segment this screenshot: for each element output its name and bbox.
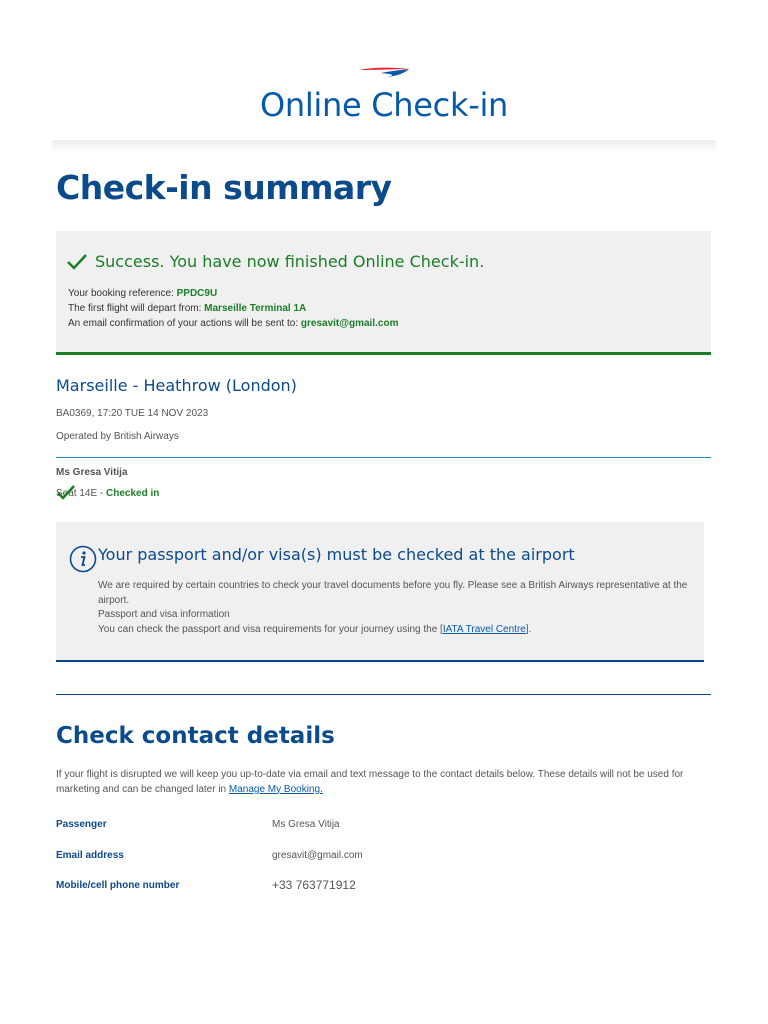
depart-label: The first flight will depart from: xyxy=(68,303,202,314)
passport-line-1: We are required by certain countries to check your travel documents before you fly. Please see a British Airways representative at the airport. xyxy=(98,580,688,606)
passenger-label: Passenger xyxy=(56,819,107,830)
header-shadow xyxy=(52,140,716,152)
manage-my-booking-link[interactable]: Manage My Booking. xyxy=(228,783,323,795)
booking-ref-label: Your booking reference: xyxy=(68,288,174,299)
checked-in-status: Checked in xyxy=(106,488,160,499)
phone-label: Mobile/cell phone number xyxy=(56,880,180,891)
contact-description xyxy=(56,768,716,797)
seat-label: Seat 14E - xyxy=(56,488,107,499)
contact-description-text: If your flight is disrupted we will keep you up-to-date via email and text message to the contact details below. These details will not be used for marketing and can be changed later in xyxy=(56,769,684,795)
checked-in-icon xyxy=(56,484,76,502)
email-value: gresavit@gmail.com xyxy=(300,318,399,329)
page-title: Check-in summary xyxy=(56,168,392,207)
depart-line xyxy=(68,301,398,316)
email-line xyxy=(68,316,398,331)
app-title: Online Check-in xyxy=(259,86,509,124)
email-label: An email confirmation of your actions will be sent to: xyxy=(68,318,299,329)
flight-route: Marseille - Heathrow (London) xyxy=(56,376,297,395)
success-panel xyxy=(56,231,711,355)
passenger-value: Ms Gresa Vitija xyxy=(272,819,340,830)
passport-line-2: Passport and visa information xyxy=(98,609,230,620)
contact-title: Check contact details xyxy=(56,723,335,749)
booking-ref-line xyxy=(68,286,398,301)
passport-line-3 xyxy=(98,623,698,638)
speedmarque-logo xyxy=(357,64,411,80)
booking-ref-value: PPDC9U xyxy=(176,288,218,299)
success-heading: Success. You have now finished Online Check-in. xyxy=(95,252,485,271)
section-divider xyxy=(56,694,711,695)
booking-info xyxy=(68,286,398,331)
depart-value: Marseille Terminal 1A xyxy=(204,303,307,314)
passport-body xyxy=(98,579,698,637)
divider xyxy=(56,457,711,458)
iata-travel-centre-link[interactable]: IATA Travel Centre xyxy=(442,623,526,635)
phone-value: +33 763771912 xyxy=(272,878,356,892)
passport-heading: Your passport and/or visa(s) must be checked at the airport xyxy=(98,545,575,564)
header xyxy=(0,0,768,150)
passport-line-3-prefix: You can check the passport and visa requirements for your journey using the [ xyxy=(98,623,443,635)
info-icon xyxy=(68,544,98,574)
email-address-value: gresavit@gmail.com xyxy=(272,850,363,861)
flight-info: BA0369, 17:20 TUE 14 NOV 2023 xyxy=(56,408,209,419)
passport-line-3-suffix: ]. xyxy=(525,623,532,635)
success-check-icon xyxy=(66,252,88,272)
passenger-name: Ms Gresa Vitija xyxy=(56,467,128,478)
passport-panel xyxy=(56,522,704,662)
email-address-label: Email address xyxy=(56,850,124,861)
operated-by: Operated by British Airways xyxy=(56,431,179,442)
